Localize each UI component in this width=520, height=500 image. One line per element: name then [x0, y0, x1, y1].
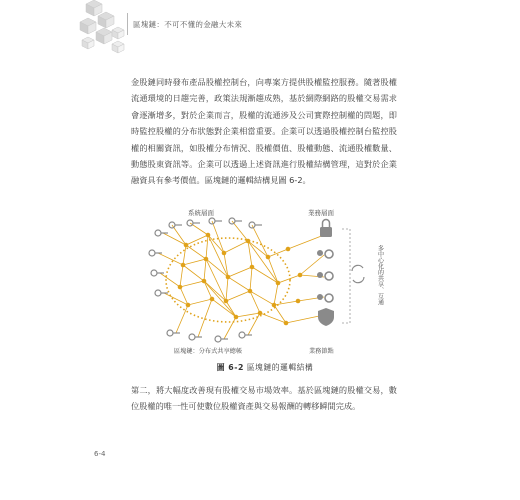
header-divider	[127, 13, 128, 35]
figure-caption	[190, 362, 340, 373]
gear-person-icon	[317, 294, 333, 302]
key-icon	[155, 290, 168, 296]
key-icon	[215, 336, 228, 342]
key-icon	[209, 218, 222, 224]
sync-icon	[352, 265, 364, 282]
lock-icon	[320, 220, 332, 238]
shield-icon	[318, 308, 334, 326]
body-paragraph-1: 金股鏈同時發布產品股權控制台，向專案方提供股權監控服務。隨著股權流通環境的日趨完善，政策法規漸趨成熟，基於網際網路的股權交易需求會逐漸增多，對於企業而言，股權的流通涉及公司實際控制權的問題，即時監控股權的分布狀態對企業相當重要。企業可以透過股權控制台監控股權的相關資訊，如股權分布情況、股權價值、股權動態、流通股權數量、動態股東資訊等。企業可以透過上述資訊進行股權結構管理，這對於企業融資具有參考價值。區塊鏈的邏輯結構見圖 6-2。	[131, 77, 397, 186]
running-header-title: 區塊鏈：不可不懂的金融大未來	[133, 20, 243, 29]
key-icon	[149, 250, 162, 256]
key-icon	[167, 330, 180, 336]
ledger-nodes	[178, 233, 303, 326]
key-icon	[249, 222, 262, 228]
key-icon	[229, 218, 242, 224]
cube-cluster-decoration	[0, 0, 130, 60]
key-icon	[169, 222, 182, 228]
key-icon	[189, 334, 202, 340]
page-number: 6-4	[94, 450, 106, 458]
gear-person-icon	[317, 250, 333, 258]
label-side-shared-interop: 多中心化的共享、互通	[376, 245, 384, 305]
figure-title: 區塊鏈的邏輯結構	[246, 363, 314, 372]
label-business-level: 業務層面	[308, 209, 334, 217]
body-paragraph-2: 第二，將大幅度改善現有股權交易市場效率。基於區塊鏈的股權交易，數位股權的唯一性可使數位股權資產與交易報酬的轉移瞬間完成。	[131, 385, 397, 412]
key-icon	[155, 230, 168, 236]
key-icon	[151, 270, 164, 276]
figure-number: 圖 6-2	[216, 363, 244, 372]
blockchain-logic-structure-figure	[128, 205, 393, 355]
key-icon	[239, 332, 252, 338]
label-business-nodes: 業務節點	[309, 348, 334, 355]
gear-person-icon	[317, 272, 333, 280]
label-system-level: 系統層面	[188, 209, 214, 217]
sharing-bracket	[342, 229, 350, 323]
label-distributed-ledger: 區塊鏈：分布式共享總帳	[174, 348, 243, 355]
